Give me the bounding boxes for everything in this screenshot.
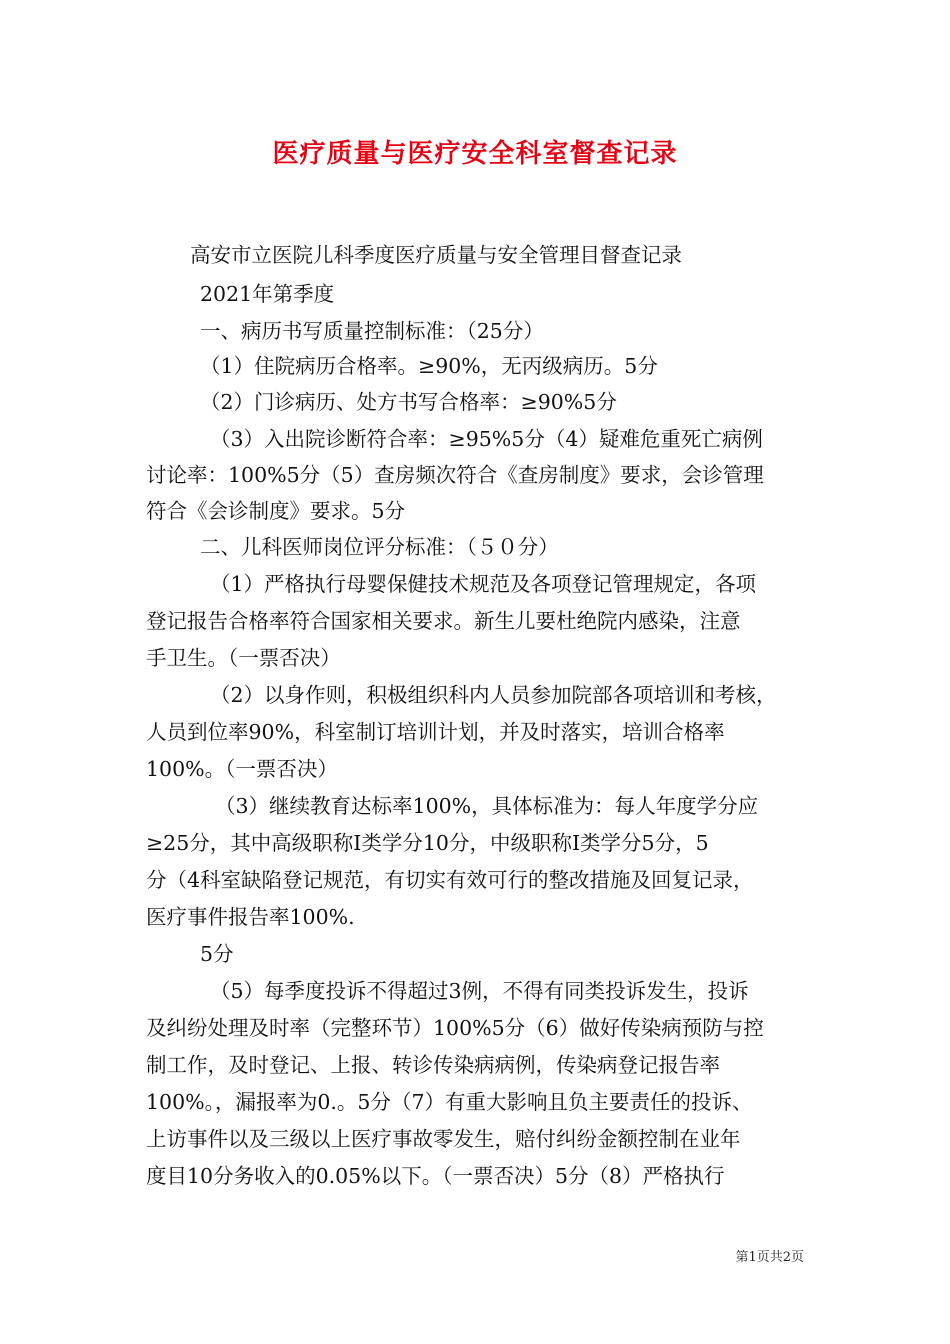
body-line-4: （1）住院病历合格率。≥90%，无丙级病历。5分 (200, 354, 658, 378)
body-line-7: 讨论率：100%5分（5）查房频次符合《查房制度》要求，会诊管理 (146, 463, 764, 487)
body-line-10: （1）严格执行母婴保健技术规范及各项登记管理规定，各项 (210, 572, 757, 596)
body-line-13: （2）以身作则，积极组织科内人员参加院部各项培训和考核， (210, 683, 777, 707)
body-line-14: 人员到位率90%，科室制订培训计划，并及时落实，培训合格率 (146, 720, 725, 744)
body-line-19: 医疗事件报告率100%. (146, 905, 355, 929)
body-line-8: 符合《会诊制度》要求。5分 (146, 499, 406, 523)
body-line-12: 手卫生。（一票否决） (146, 646, 341, 670)
body-line-1: 高安市立医院儿科季度医疗质量与安全管理目督查记录 (190, 243, 682, 267)
body-line-25: 上访事件以及三级以上医疗事故零发生，赔付纠纷金额控制在业年 (146, 1127, 741, 1151)
body-line-22: 及纠纷处理及时率（完整环节）100%5分（6）做好传染病预防与控 (146, 1016, 764, 1040)
body-line-16: （3）继续教育达标率100%，具体标准为：每人年度学分应 (215, 794, 759, 818)
body-line-26: 度目10分务收入的0.05%以下。（一票否决）5分（8）严格执行 (146, 1164, 725, 1188)
body-line-9: 二、儿科医师岗位评分标准：（５０分） (200, 535, 559, 559)
body-line-24: 100%。，漏报率为0.。5分（7）有重大影响且负主要责任的投诉、 (146, 1090, 753, 1114)
body-line-17: ≥25分，其中高级职称Ⅰ类学分10分，中级职称Ⅰ类学分5分，5 (146, 831, 709, 855)
body-line-20: 5分 (200, 942, 234, 966)
body-line-21: （5）每季度投诉不得超过3例，不得有同类投诉发生，投诉 (210, 979, 749, 1003)
body-line-3: 一、病历书写质量控制标准：（25分） (200, 319, 544, 343)
body-line-6: （3）入出院诊断符合率：≥95%5分（4）疑难危重死亡病例 (210, 427, 763, 451)
page-number: 第1页共2页 (735, 1250, 804, 1265)
body-line-23: 制工作，及时登记、上报、转诊传染病病例，传染病登记报告率 (146, 1053, 720, 1077)
document-title: 医疗质量与医疗安全科室督查记录 (272, 139, 678, 169)
body-line-5: （2）门诊病历、处方书写合格率：≥90%5分 (200, 390, 617, 414)
body-line-11: 登记报告合格率符合国家相关要求。新生儿要杜绝院内感染，注意 (146, 609, 741, 633)
body-line-15: 100%。（一票否决） (146, 757, 338, 781)
body-line-2: 2021年第季度 (200, 282, 335, 306)
body-line-18: 分（4科室缺陷登记规范，有切实有效可行的整改措施及回复记录， (146, 868, 754, 892)
